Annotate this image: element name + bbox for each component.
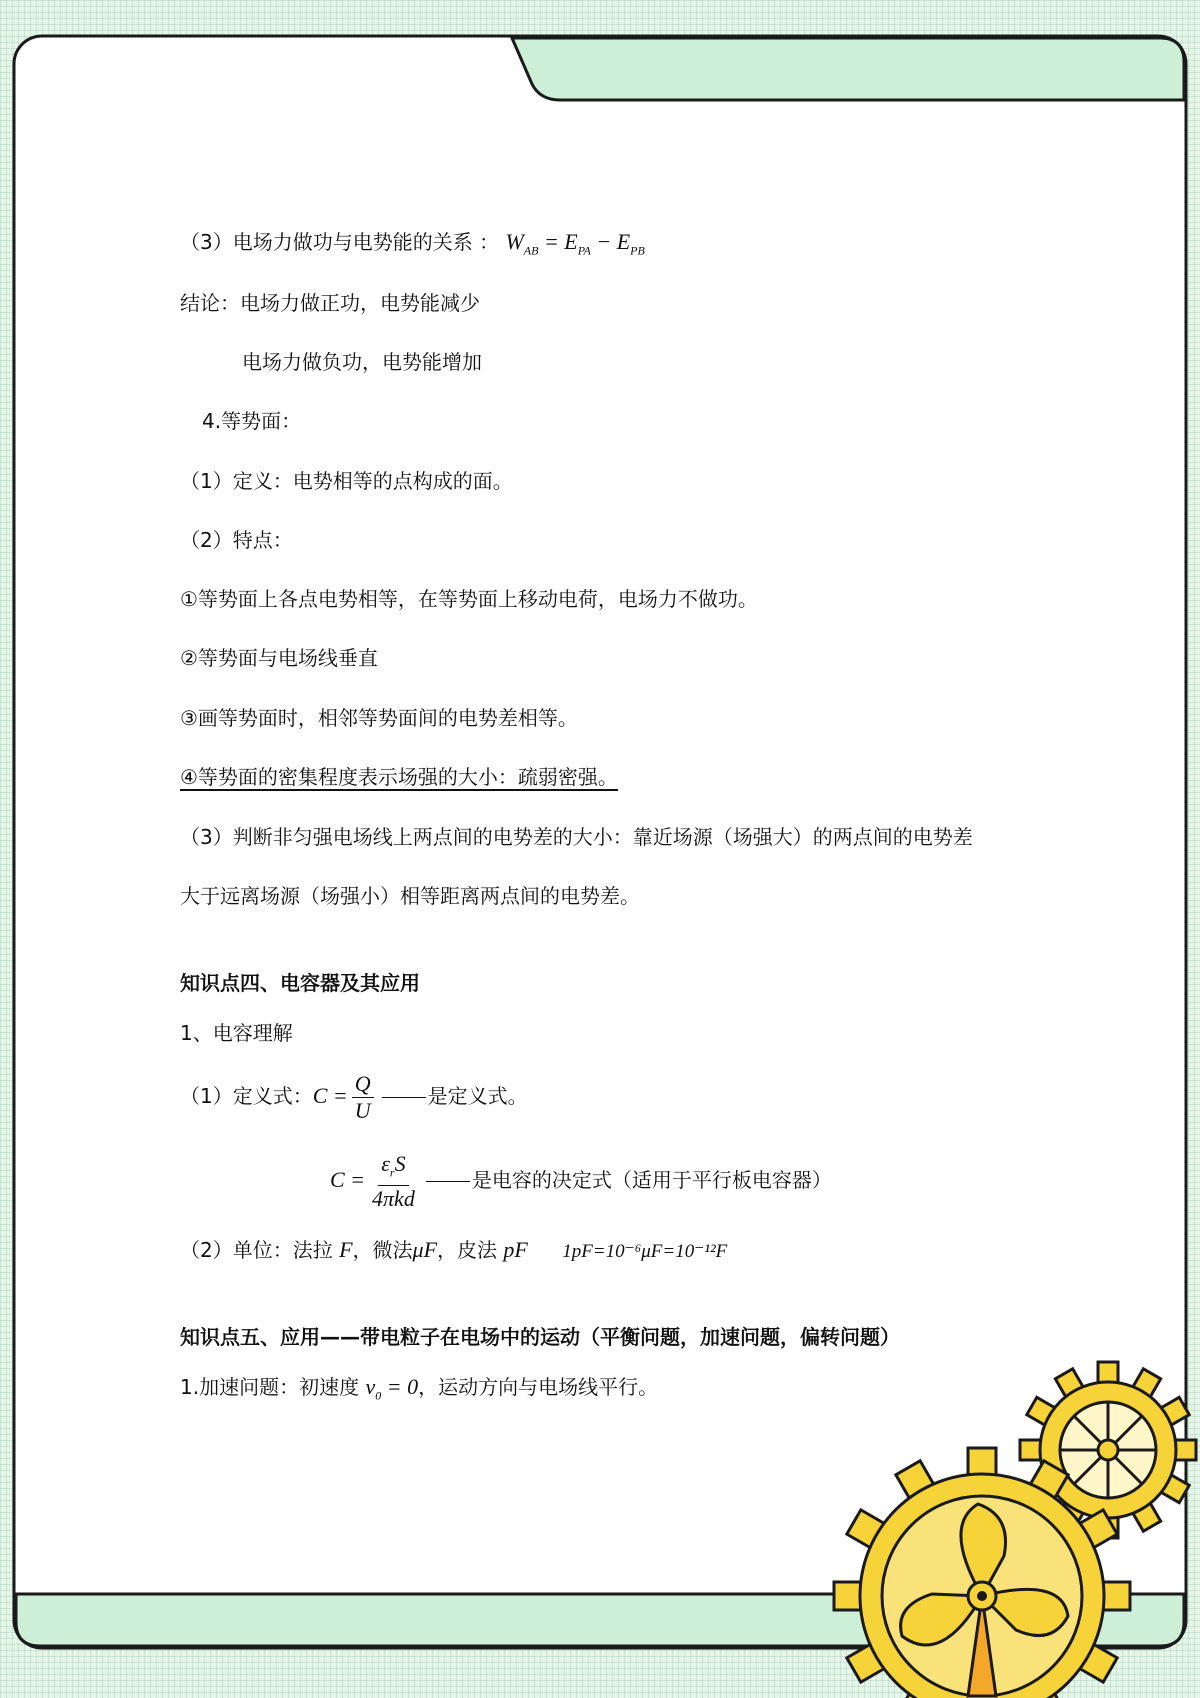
feature-2: ②等势面与电场线垂直 — [180, 646, 378, 670]
equipotential-heading: 4.等势面： — [202, 409, 302, 433]
q-over-u-fraction: $\frac{Q}{U}$ — [352, 1071, 374, 1124]
section-heading-capacitor: 知识点四、电容器及其应用 — [180, 971, 420, 995]
work-energy-relation: （3）电场力做功与电势能的关系 ： $W_{AB} = E_{PA} - E_{PB}$ — [180, 229, 645, 258]
feature-3: ③画等势面时，相邻等势面间的电势差相等。 — [180, 706, 578, 730]
acceleration-problem: 1.加速问题：初速度 $v_0 = 0$，运动方向与电场线平行。 — [180, 1374, 659, 1403]
feature-4: ④等势面的密集程度表示场强的大小：疏弱密强。 — [180, 765, 618, 789]
equipotential-definition: （1）定义：电势相等的点构成的面。 — [180, 469, 513, 493]
work-energy-formula: $W_{AB} = E_{PA} - E_{PB}$ — [505, 229, 645, 258]
capacitance-definition: （1）定义式：C = $\frac{Q}{U}$ 是定义式。 — [180, 1071, 528, 1123]
conclusion-negative: 电场力做负功，电势能增加 — [242, 350, 482, 374]
parallel-plate-fraction: $\frac{\varepsilon_rS}{\text{4πkd}}$ — [372, 1150, 415, 1212]
capacitance-units: （2）单位：法拉 F，微法μF，皮法 pF 1pF=10⁻⁶μF=10⁻¹²F — [180, 1237, 728, 1262]
potential-difference-judgement: （3）判断非匀强电场线上两点间的电势差的大小：靠近场源（场强大）的两点间的电势差 — [180, 825, 973, 849]
unit-relation: 1pF=10⁻⁶μF=10⁻¹²F — [562, 1241, 728, 1262]
capacitance-determination: C = $\frac{\varepsilon_rS}{\text{4πkd}}$ 是电容的决定式（适用于平行板电容器） — [330, 1150, 832, 1212]
capacitance-understanding: 1、电容理解 — [180, 1021, 293, 1045]
equipotential-features-heading: （2）特点： — [180, 528, 293, 552]
feature-1: ①等势面上各点电势相等，在等势面上移动电荷，电场力不做功。 — [180, 587, 758, 611]
section-heading-charged-particle: 知识点五、应用——带电粒子在电场中的运动（平衡问题，加速问题，偏转问题） — [180, 1325, 900, 1349]
potential-difference-judgement-cont: 大于远离场源（场强小）相等距离两点间的电势差。 — [180, 884, 640, 908]
conclusion-positive: 结论：电场力做正功，电势能减少 — [180, 291, 480, 315]
